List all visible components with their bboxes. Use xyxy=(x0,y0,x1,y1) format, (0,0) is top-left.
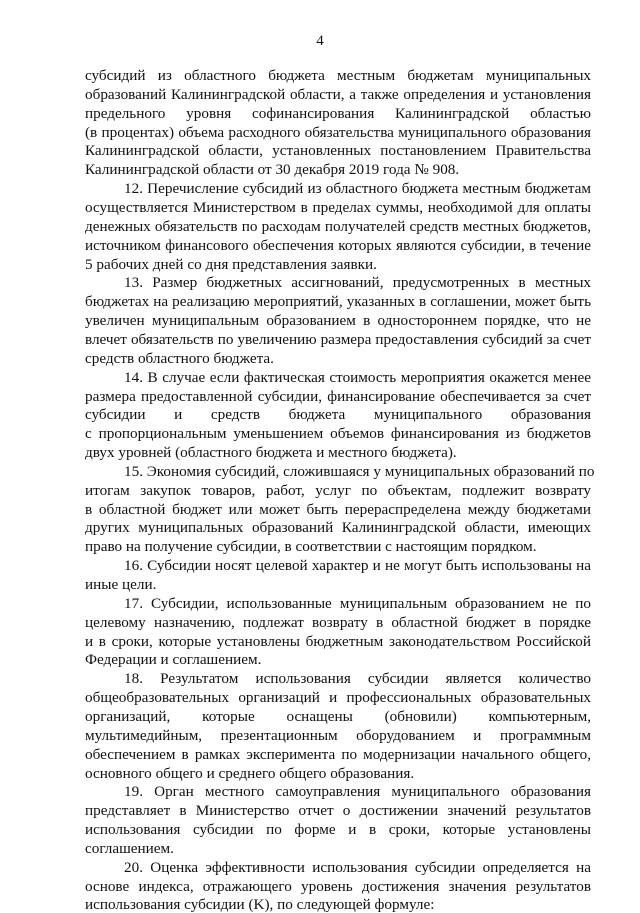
text-line: субсидии и средств бюджета муниципального образования xyxy=(85,406,591,424)
text-line: 18. Результатом использования субсидии является количество xyxy=(124,670,591,688)
text-line: представляет в Министерство отчет о достижении значений результатов xyxy=(85,802,591,820)
text-line: размера предоставленной субсидии, финансирование обеспечивается за счет xyxy=(85,387,591,405)
text-line: осуществляется Министерством в пределах суммы, необходимой для оплаты xyxy=(85,199,591,216)
text-line: 14. В случае если фактическая стоимость мероприятия окажется менее xyxy=(124,368,591,386)
text-line: и в сроки, которые установлены бюджетным законодательством Российской xyxy=(85,632,591,650)
text-line: Калининградской области от 30 декабря 2019 года № 908. xyxy=(85,161,460,179)
text-line: 12. Перечисление субсидий из областного бюджета местным бюджетам xyxy=(124,180,591,198)
text-line: источником финансового обеспечения которых являются субсидии, в течение xyxy=(85,236,591,254)
text-line: целевому назначению, подлежат возврату в областной бюджет в порядке xyxy=(85,613,591,631)
text-line: право на получение субсидии, в соответствии с настоящим порядком. xyxy=(85,538,537,556)
text-line: организаций, которые оснащены (обновили) компьютерным, xyxy=(85,707,591,725)
text-line: итогам закупок товаров, работ, услуг по объектам, подлежит возврату xyxy=(85,481,591,499)
text-line: иные цели. xyxy=(85,576,157,593)
text-line: субсидий из областного бюджета местным бюджетам муниципальных xyxy=(85,67,591,84)
text-line: основного общего и среднего общего образования. xyxy=(85,764,415,782)
text-line: Калининградской области, установленных постановлением Правительства xyxy=(85,142,591,160)
text-line: средств областного бюджета. xyxy=(85,349,274,367)
text-line: мультимедийным, презентационным оборудованием и программным xyxy=(85,726,591,744)
text-line: соглашением. xyxy=(85,839,174,857)
text-line: Федерации и соглашением. xyxy=(85,651,262,669)
text-line: увеличен муниципальным образованием в одностороннем порядке, что не xyxy=(85,312,591,330)
text-line: 5 рабочих дней со дня представления заявки. xyxy=(85,255,377,273)
text-line: других муниципальных образований Калининградской области, имеющих xyxy=(85,519,591,537)
text-line: предельного уровня софинансирования Калининградской областью xyxy=(85,104,591,122)
text-line: с пропорциональным уменьшением объемов финансирования из бюджетов xyxy=(85,425,591,443)
text-line: 13. Размер бюджетных ассигнований, предусмотренных в местных xyxy=(124,274,591,292)
text-line: обеспечением в рамках эксперимента по модернизации начального общего, xyxy=(85,745,591,763)
text-line: в областной бюджет или может быть перераспределена между бюджетами xyxy=(85,500,591,518)
text-line: основе индекса, отражающего уровень достижения значения результатов xyxy=(85,877,591,895)
text-line: использования субсидии по форме и в сроки, которые установлены xyxy=(85,821,591,838)
text-line: 16. Субсидии носят целевой характер и не могут быть использованы на xyxy=(124,557,591,575)
text-line: (в процентах) объема расходного обязательства муниципального образования xyxy=(85,123,591,141)
page-number: 4 xyxy=(316,33,324,49)
text-line: денежных обязательств по расходам получателей средств местных бюджетов, xyxy=(85,217,591,235)
text-line: 17. Субсидии, использованные муниципальным образованием не по xyxy=(124,594,591,612)
text-line: 19. Орган местного самоуправления муниципального образования xyxy=(124,783,591,801)
text-line: бюджетах на реализацию мероприятий, указанных в соглашении, может быть xyxy=(85,293,591,311)
text-line: двух уровней (областного бюджета и местного бюджета). xyxy=(85,444,457,461)
text-line: образований Калининградской области, а также определения и установления xyxy=(85,85,591,103)
text-line: использования субсидии (K), по следующей формуле: xyxy=(85,896,435,913)
text-line: 20. Оценка эффективности использования субсидии определяется на xyxy=(124,858,591,876)
text-line: влечет обязательств по увеличению размера предоставления субсидий за счет xyxy=(85,330,591,348)
text-line: общеобразовательных организаций и профессиональных образовательных xyxy=(85,689,591,707)
text-line: 15. Экономия субсидий, сложившаяся у муниципальных образований по xyxy=(124,462,595,480)
